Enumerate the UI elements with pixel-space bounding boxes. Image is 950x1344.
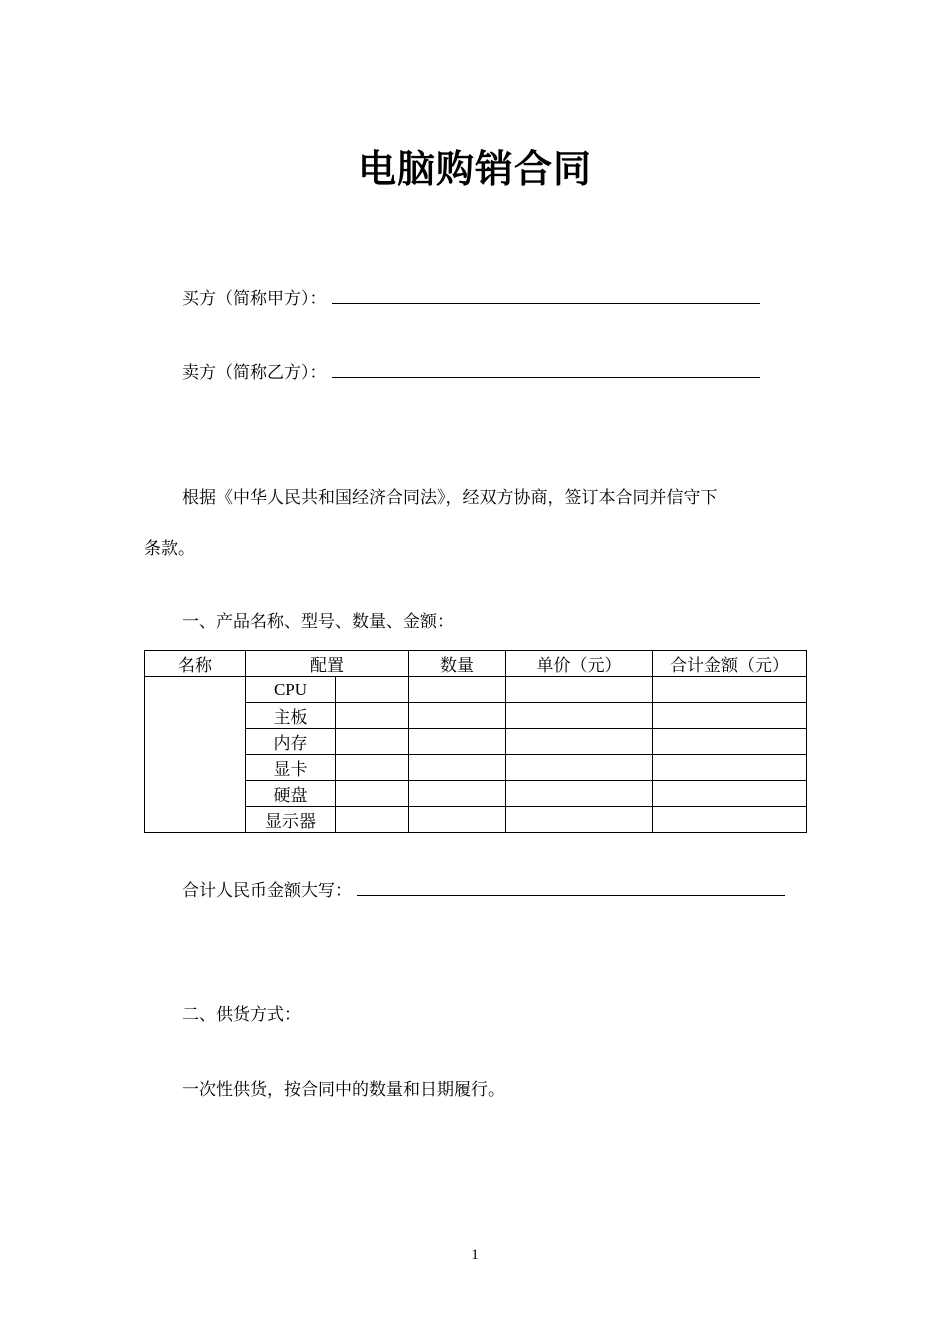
amount-cell[interactable] [653,755,807,781]
unit-price-cell[interactable] [506,703,653,729]
buyer-blank[interactable] [332,287,760,304]
product-name-cell[interactable] [145,677,246,833]
unit-price-cell[interactable] [506,677,653,703]
config-item: 硬盘 [246,781,336,807]
seller-label: 卖方（简称乙方）： [182,363,327,383]
quantity-cell[interactable] [409,677,506,703]
amount-cell[interactable] [653,781,807,807]
config-spec-cell[interactable] [336,703,409,729]
header-total-amount: 合计金额（元） [653,651,807,677]
total-amount-blank[interactable] [357,879,785,896]
config-item: 主板 [246,703,336,729]
config-spec-cell[interactable] [336,677,409,703]
config-spec-cell[interactable] [336,781,409,807]
contract-title: 电脑购销合同 [357,147,592,191]
header-config: 配置 [246,651,409,677]
amount-cell[interactable] [653,703,807,729]
header-quantity: 数量 [409,651,506,677]
section1-heading: 一、产品名称、型号、数量、金额： [182,612,454,632]
section2-body: 一次性供货，按合同中的数量和日期履行。 [182,1080,505,1100]
buyer-line [182,284,760,309]
unit-price-cell[interactable] [506,781,653,807]
amount-cell[interactable] [653,677,807,703]
header-unit-price: 单价（元） [506,651,653,677]
amount-cell[interactable] [653,729,807,755]
seller-line [182,358,760,383]
quantity-cell[interactable] [409,703,506,729]
intro-line-1: 根据《中华人民共和国经济合同法》，经双方协商，签订本合同并信守下 [182,488,718,508]
table-row [145,677,807,703]
config-spec-cell[interactable] [336,729,409,755]
quantity-cell[interactable] [409,781,506,807]
quantity-cell[interactable] [409,807,506,833]
config-spec-cell[interactable] [336,755,409,781]
config-item: 内存 [246,729,336,755]
total-amount-label: 合计人民币金额大写： [182,881,352,901]
unit-price-cell[interactable] [506,807,653,833]
page-number: 1 [471,1247,479,1263]
unit-price-cell[interactable] [506,755,653,781]
quantity-cell[interactable] [409,755,506,781]
config-item: 显示器 [246,807,336,833]
seller-blank[interactable] [332,361,760,378]
product-table [144,650,807,833]
header-name: 名称 [145,651,246,677]
config-item: 显卡 [246,755,336,781]
buyer-label: 买方（简称甲方）： [182,289,327,309]
config-spec-cell[interactable] [336,807,409,833]
unit-price-cell[interactable] [506,729,653,755]
table-header-row [145,651,807,677]
section2-heading: 二、供货方式： [182,1005,301,1025]
total-amount-line [182,876,785,901]
config-item: CPU [246,677,336,703]
quantity-cell[interactable] [409,729,506,755]
amount-cell[interactable] [653,807,807,833]
intro-line-2: 条款。 [144,539,195,559]
